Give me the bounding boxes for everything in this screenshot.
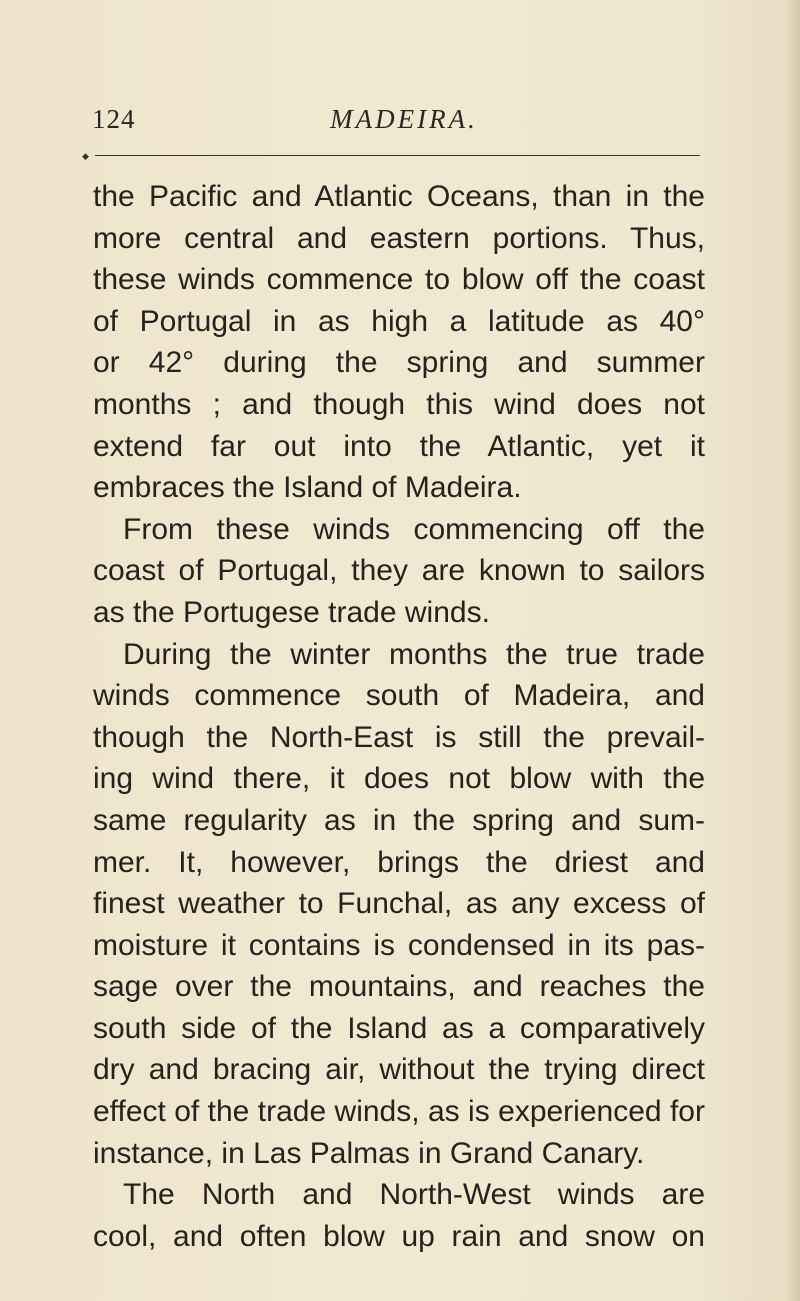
body-text xyxy=(93,176,705,1257)
text-line: of Portugal in as high a latitude as 40° xyxy=(93,304,705,338)
text-line: cool, and often blow up rain and snow on xyxy=(93,1219,705,1253)
text-line: instance, in Las Palmas in Grand Canary. xyxy=(93,1136,645,1170)
text-line: ing wind there, it does not blow with the xyxy=(93,762,705,796)
text-line: sage over the mountains, and reaches the xyxy=(93,970,705,1004)
page-header xyxy=(90,104,710,144)
text-line: coast of Portugal, they are known to sailors xyxy=(93,554,705,588)
rule-mark-icon: ◆ xyxy=(82,151,89,161)
paragraph-start-line: The North and North-West winds are xyxy=(123,1178,705,1212)
page-number: 124 xyxy=(92,104,136,134)
header-rule xyxy=(95,155,700,156)
paragraph-start-line: During the winter months the true trade xyxy=(123,637,705,671)
text-line: embraces the Island of Madeira. xyxy=(93,471,522,505)
text-line: winds commence south of Madeira, and xyxy=(93,679,705,713)
text-line: these winds commence to blow off the coast xyxy=(93,263,705,297)
paragraph-start-line: From these winds commencing off the xyxy=(123,512,705,546)
text-line: months ; and though this wind does not xyxy=(93,387,705,421)
text-line: dry and bracing air, without the trying direct xyxy=(93,1053,705,1087)
page-edge-shadow xyxy=(786,0,800,1301)
text-line: more central and eastern portions. Thus, xyxy=(93,221,705,255)
text-line: as the Portugese trade winds. xyxy=(93,595,490,629)
text-line: moisture it contains is condensed in its pas- xyxy=(93,928,705,962)
text-line: same regularity as in the spring and sum- xyxy=(93,803,705,837)
text-line: mer. It, however, brings the driest and xyxy=(93,845,705,879)
text-line: finest weather to Funchal, as any excess of xyxy=(93,887,705,921)
text-line: south side of the Island as a comparatively xyxy=(93,1011,705,1045)
text-line: extend far out into the Atlantic, yet it xyxy=(93,429,705,463)
text-line: or 42° during the spring and summer xyxy=(93,346,705,380)
text-line: effect of the trade winds, as is experienced for xyxy=(93,1095,705,1129)
text-line: the Pacific and Atlantic Oceans, than in the xyxy=(93,180,705,213)
running-head: MADEIRA. xyxy=(330,104,478,134)
text-line: though the North-East is still the prevail- xyxy=(93,720,705,754)
